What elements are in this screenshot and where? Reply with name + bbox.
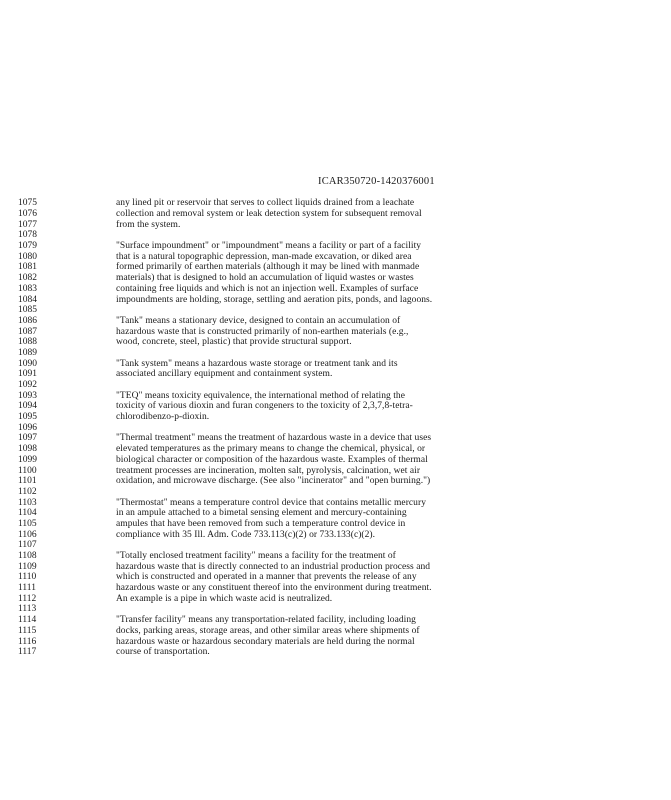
text-line <box>18 273 618 284</box>
line-number: 1107 <box>18 540 37 551</box>
text-line <box>18 615 618 626</box>
line-number: 1115 <box>18 625 37 636</box>
line-text: "Transfer facility" means any transportation-related facility, including loading <box>116 615 416 626</box>
text-line <box>18 604 618 615</box>
line-number: 1106 <box>18 529 37 540</box>
line-number: 1110 <box>18 572 37 583</box>
text-line <box>18 529 618 540</box>
text-line <box>18 337 618 348</box>
text-line <box>18 497 618 508</box>
line-number: 1109 <box>18 561 37 572</box>
text-line <box>18 284 618 295</box>
text-line <box>18 551 618 562</box>
line-number: 1096 <box>18 422 37 433</box>
line-number: 1100 <box>18 465 37 476</box>
line-number: 1077 <box>18 219 37 230</box>
line-number: 1095 <box>18 412 37 423</box>
text-line <box>18 433 618 444</box>
line-text: hazardous waste that is constructed primarily of non-earthen materials (e.g., <box>116 326 409 337</box>
line-text: from the system. <box>116 219 181 230</box>
text-line <box>18 572 618 583</box>
text-line <box>18 636 618 647</box>
line-text: containing free liquids and which is not an injection well. Examples of surface <box>116 283 419 294</box>
line-text: formed primarily of earthen materials (although it may be lined with manmade <box>116 262 420 273</box>
line-number: 1080 <box>18 251 37 262</box>
line-number: 1105 <box>18 518 37 529</box>
text-line <box>18 380 618 391</box>
line-number: 1078 <box>18 230 37 241</box>
line-text: associated ancillary equipment and containment system. <box>116 369 333 380</box>
line-text: that is a natural topographic depression, man-made excavation, or diked area <box>116 251 412 262</box>
text-line <box>18 209 618 220</box>
text-line <box>18 369 618 380</box>
line-number: 1093 <box>18 390 37 401</box>
line-text: "Tank system" means a hazardous waste storage or treatment tank and its <box>116 358 398 369</box>
line-text: biological character or composition of the hazardous waste. Examples of thermal <box>116 454 428 465</box>
line-number: 1104 <box>18 508 37 519</box>
line-number: 1084 <box>18 294 37 305</box>
line-text: compliance with 35 Ill. Adm. Code 733.113(c)(2) or 733.133(c)(2). <box>116 529 376 540</box>
text-line <box>18 583 618 594</box>
line-number: 1094 <box>18 401 37 412</box>
text-line <box>18 487 618 498</box>
text-line <box>18 241 618 252</box>
line-text: wood, concrete, steel, plastic) that provide structural support. <box>116 337 352 348</box>
line-text: "Surface impoundment" or "impoundment" means a facility or part of a facility <box>116 241 422 252</box>
text-line <box>18 358 618 369</box>
line-number: 1087 <box>18 326 37 337</box>
text-line <box>18 593 618 604</box>
line-number: 1099 <box>18 454 37 465</box>
text-line <box>18 561 618 572</box>
line-number: 1116 <box>18 636 37 647</box>
text-line <box>18 230 618 241</box>
line-text: ampules that have been removed from such a temperature control device in <box>116 518 406 529</box>
line-number: 1081 <box>18 262 37 273</box>
line-number: 1085 <box>18 305 37 316</box>
text-line <box>18 444 618 455</box>
text-line <box>18 401 618 412</box>
line-number: 1113 <box>18 604 37 615</box>
line-text: impoundments are holding, storage, settling and aeration pits, ponds, and lagoons. <box>116 294 433 305</box>
line-number: 1086 <box>18 315 37 326</box>
line-text: elevated temperatures as the primary means to change the chemical, physical, or <box>116 444 426 455</box>
text-line <box>18 455 618 466</box>
line-number: 1090 <box>18 358 37 369</box>
line-text: chlorodibenzo-p-dioxin. <box>116 412 210 423</box>
line-number: 1097 <box>18 433 37 444</box>
line-number: 1098 <box>18 444 37 455</box>
text-line <box>18 305 618 316</box>
text-line <box>18 390 618 401</box>
line-text: in an ampule attached to a bimetal sensing element and mercury-containing <box>116 508 407 519</box>
line-number: 1114 <box>18 615 37 626</box>
line-text: any lined pit or reservoir that serves to collect liquids drained from a leachate <box>116 198 415 209</box>
text-line <box>18 540 618 551</box>
text-line <box>18 647 618 658</box>
line-text: oxidation, and microwave discharge. (See also "incinerator" and "open burning.") <box>116 476 431 487</box>
line-text: "Tank" means a stationary device, designed to contain an accumulation of <box>116 315 401 326</box>
text-line <box>18 476 618 487</box>
line-number: 1103 <box>18 497 37 508</box>
text-line <box>18 326 618 337</box>
line-number: 1075 <box>18 198 37 209</box>
line-text: which is constructed and operated in a manner that prevents the release of any <box>116 572 417 583</box>
line-text: docks, parking areas, storage areas, and other similar areas where shipments of <box>116 625 420 636</box>
line-number: 1092 <box>18 380 37 391</box>
line-text: treatment processes are incineration, molten salt, pyrolysis, calcination, wet air <box>116 465 421 476</box>
line-text: "TEQ" means toxicity equivalence, the international method of relating the <box>116 390 405 401</box>
line-text: course of transportation. <box>116 647 210 658</box>
document-code: ICAR350720-1420376001 <box>318 176 435 187</box>
line-text: hazardous waste or any constituent thereof into the environment during treatment. <box>116 583 432 594</box>
text-line <box>18 251 618 262</box>
line-text: "Thermal treatment" means the treatment of hazardous waste in a device that uses <box>116 433 432 444</box>
line-text: An example is a pipe in which waste acid is neutralized. <box>116 593 333 604</box>
line-text: toxicity of various dioxin and furan congeners to the toxicity of 2,3,7,8-tetra- <box>116 401 413 412</box>
text-line <box>18 348 618 359</box>
text-line <box>18 465 618 476</box>
line-number: 1091 <box>18 369 37 380</box>
line-number: 1111 <box>18 583 36 594</box>
text-line <box>18 198 618 209</box>
text-line <box>18 422 618 433</box>
text-line <box>18 219 618 230</box>
line-number: 1108 <box>18 551 37 562</box>
line-number: 1083 <box>18 283 37 294</box>
text-line <box>18 508 618 519</box>
text-line <box>18 294 618 305</box>
line-text: hazardous waste or hazardous secondary materials are held during the normal <box>116 636 415 647</box>
document-body <box>18 198 618 658</box>
line-text: "Totally enclosed treatment facility" means a facility for the treatment of <box>116 551 396 562</box>
text-line <box>18 519 618 530</box>
line-number: 1076 <box>18 209 37 220</box>
line-number: 1101 <box>18 476 37 487</box>
line-number: 1082 <box>18 273 37 284</box>
line-number: 1117 <box>18 647 37 658</box>
line-number: 1102 <box>18 486 37 497</box>
text-line <box>18 626 618 637</box>
text-line <box>18 316 618 327</box>
line-number: 1089 <box>18 347 37 358</box>
line-number: 1112 <box>18 593 37 604</box>
text-line <box>18 412 618 423</box>
line-number: 1079 <box>18 241 37 252</box>
line-text: "Thermostat" means a temperature control device that contains metallic mercury <box>116 497 426 508</box>
text-line <box>18 262 618 273</box>
line-text: hazardous waste that is directly connected to an industrial production process and <box>116 561 431 572</box>
line-text: collection and removal system or leak detection system for subsequent removal <box>116 209 422 220</box>
line-number: 1088 <box>18 337 37 348</box>
line-text: materials) that is designed to hold an accumulation of liquid wastes or wastes <box>116 273 414 284</box>
